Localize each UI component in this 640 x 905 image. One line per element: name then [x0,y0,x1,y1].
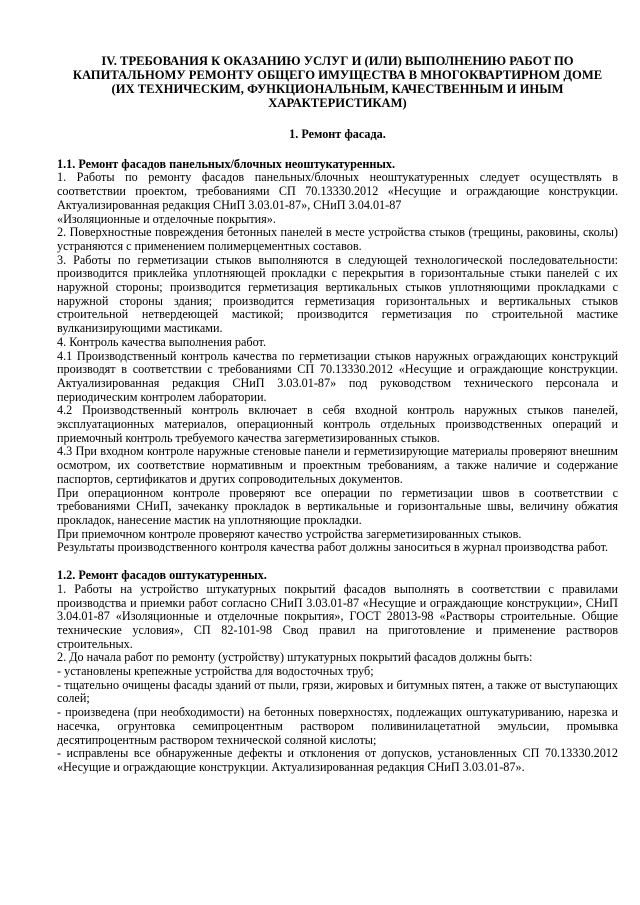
paragraph: При приемочном контроле проверяют качество устройства загерметизированных стыков. [57,526,522,541]
paragraph: 4.1 Производственный контроль качества по герметизации стыков наружных ограждающих конструкций производят в соответствии с требованиями СП 70.13330.2012 «Несущие и ограждающие конструкции. Актуализированная редакция СНиП 3.03.01-87» под руководством технического персонала и периодическим контролем лаборатории. [57,348,618,404]
section-1-1 [57,158,618,555]
document-title [57,54,618,110]
title-line: КАПИТАЛЬНОМУ РЕМОНТУ ОБЩЕГО ИМУЩЕСТВА В МНОГОКВАРТИРНОМ ДОМЕ [72,68,603,82]
paragraph: 4.2 Производственный контроль включает в себя входной контроль наружных стыков панелей, эксплуатационных материалов, операционный контроль отдельных производственных операций и приемочный контроль требуемого качества загерметизированных стыков. [57,403,618,445]
paragraph: 1. Работы по ремонту фасадов панельных/блочных неоштукатуренных следует осуществлять в соответствии проектом, требованиями СП 70.13330.2012 «Несущие и ограждающие конструкции. Актуализированная редакция СНиП 3.03.01-87», СНиП 3.04.01-87 [57,170,618,212]
paragraph: - тщательно очищены фасады зданий от пыли, грязи, жировых и битумных пятен, а также от выступающих солей; [57,677,618,706]
paragraph: - исправлены все обнаруженные дефекты и отклонения от допусков, установленных СП 70.13330.2012 «Несущие и ограждающие конструкции. Актуализированная редакция СНиП 3.03.01-87». [57,746,618,774]
paragraph: 2. До начала работ по ремонту (устройству) штукатурных покрытий фасадов должны быть: [57,650,533,665]
section-subtitle: 1. Ремонт фасада. [289,127,386,141]
section-spacer [57,555,618,569]
paragraph: «Изоляционные и отделочные покрытия». [57,211,276,226]
paragraph: 2. Поверхностные повреждения бетонных панелей в месте устройства стыков (трещины, раковины, сколы) устраняются с применением полимерцементных составов. [57,225,618,253]
document-page [57,54,618,775]
paragraph: 3. Работы по герметизации стыков выполняются в следующей технологической последовательности: производится приклейка уплотняющей прокладки с перекрытия в горизонтальные стыки панелей с их наружной стороны; производится герметизация вертикальных стыков уплотняющими прокладками с наружной стороны здания; производится герметизация горизонтальных и вертикальных стыков строительной нетвердеющей мастикой; производится герметизация по строительной мастике вулканизирующими мастиками. [57,252,618,336]
paragraph: При операционном контроле проверяют все операции по герметизации швов в соответствии с требованиями СНиП, зачеканку прокладок в вертикальные и горизонтальные швы, величину обжатия прокладок, нанесение мастик на уплотняющие прокладки. [57,485,618,527]
paragraph: 4. Контроль качества выполнения работ. [57,334,267,349]
paragraph: - установлены крепежные устройства для водосточных труб; [57,664,374,679]
section-heading: 1.1. Ремонт фасадов панельных/блочных неоштукатуренных. [57,156,396,171]
paragraph: 1. Работы на устройство штукатурных покрытий фасадов выполнять в соответствии с правилами производства и приемки работ согласно СНиП 3.03.01-87 «Несущие и ограждающие конструкции», СНиП 3.04.01-87 «Изоляционные и отделочные покрытия», ГОСТ 28013-98 «Растворы строительные. Общие технические условия», СП 82-101-98 Свод правил на приготовление и применение растворов строительных. [57,581,618,651]
paragraph: - произведена (при необходимости) на бетонных поверхностях, подлежащих оштукатуриванию, нарезка и насечка, огрунтовка семипроцентным раствором поливинилацетатной эмульсии, промывка десятипроцентным раствором технической соляной кислоты; [57,705,618,747]
title-line: IV. ТРЕБОВАНИЯ К ОКАЗАНИЮ УСЛУГ И (ИЛИ) ВЫПОЛНЕНИЮ РАБОТ ПО [101,54,574,68]
title-line: (ИХ ТЕХНИЧЕСКИМ, ФУНКЦИОНАЛЬНЫМ, КАЧЕСТВЕННЫМ И ИНЫМ [111,82,564,96]
title-line: ХАРАКТЕРИСТИКАМ) [268,96,407,110]
section-heading: 1.2. Ремонт фасадов оштукатуренных. [57,568,267,583]
section-1-2 [57,569,618,775]
paragraph: 4.3 При входном контроле наружные стеновые панели и герметизирующие материалы проверяют внешним осмотром, их соответствие нормативным и проектным требованиям, а также наличие и содержание паспортов, сертификатов и других сопроводительных документов. [57,444,618,486]
paragraph: Результаты производственного контроля качества работ должны заноситься в журнал производства работ. [57,540,609,555]
